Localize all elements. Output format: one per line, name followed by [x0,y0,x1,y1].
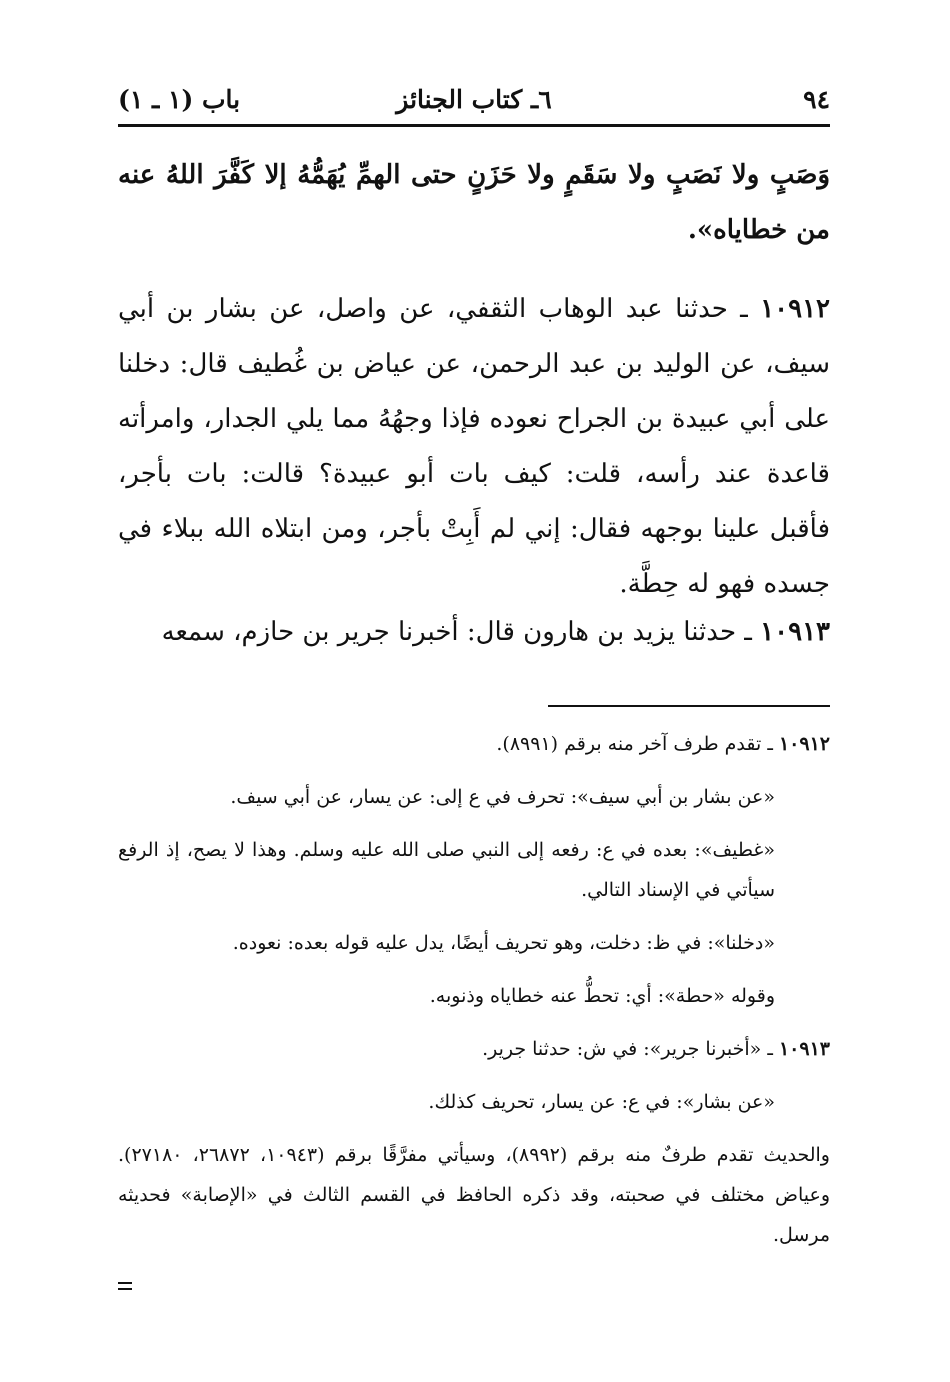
chapter-label: باب (١ ـ ١) [118,85,241,114]
footnote [118,1135,830,1255]
running-header [118,78,830,118]
page-number: ٩٤ [803,85,830,114]
hadith-10912 [118,282,830,612]
header-rule [118,124,830,127]
footnote [118,976,830,1016]
footnote [118,777,830,817]
hadith-text: ـ حدثنا يزيد بن هارون قال: أخبرنا جرير بن حازم، سمعه [161,617,752,647]
footnote-text: «غطيف»: بعده في ع: رفعه إلى النبي صلى الله عليه وسلم. وهذا لا يصح، إذ الرفع سيأتي في الإسناد التالي. [118,839,775,901]
footnote [118,724,830,764]
footnote [118,1029,830,1069]
footnote-text: وقوله «حطة»: أي: تحطُّ عنه خطاياه وذنوبه. [429,985,775,1007]
footnote-rule [548,705,830,707]
footnote-number: ١٠٩١٣ [778,1038,830,1060]
hadith-text: ـ حدثنا عبد الوهاب الثقفي، عن واصل، عن بشار بن أبي سيف، عن الوليد بن عبد الرحمن، عن عياض بن غُطيف قال: دخلنا على أبي عبيدة بن الجراح نعوده فإذا وجهُهُ مما يلي الجدار، وامرأته قاعدة عند رأسه، قلت: كيف بات أبو عبيدة؟ قالت: بات بأجر، فأقبل علينا بوجهه فقال: إني لم أَبِتْ بأجر، ومن ابتلاه الله ببلاء في جسده فهو له حِطَّة. [118,294,830,599]
footnote-text: «عن بشار»: في ع: عن يسار، تحريف كذلك. [428,1091,775,1113]
hadith-10913 [118,605,830,660]
footnote-number: ١٠٩١٢ [778,733,830,755]
book-title: ٦ـ كتاب الجنائز [396,85,552,114]
footnote-text: «دخلنا»: في ظ: دخلت، وهو تحريف أيضًا، يدل عليه قوله بعده: نعوده. [232,932,775,954]
footnotes [118,724,830,1268]
hadith-number: ١٠٩١٣ [760,617,830,647]
signature-mark [118,1282,132,1290]
footnote-text: «عن بشار بن أبي سيف»: تحرف في ع إلى: عن يسار، عن أبي سيف. [230,786,775,808]
footnote-text: والحديث تقدم طرفٌ منه برقم (٨٩٩٢)، وسيأتي مفرَّقًا برقم (١٠٩٤٣، ٢٦٨٧٢، ٢٧١٨٠). وعياض مختلف في صحبته، وقد ذكره الحافظ في القسم الثالث في «الإصابة» فحديثه مرسل. [118,1144,830,1246]
footnote [118,830,830,910]
footnote-text: ـ تقدم طرف آخر منه برقم (٨٩٩١). [496,733,773,755]
footnote [118,923,830,963]
hadith-number: ١٠٩١٢ [760,294,831,324]
intro-paragraph: وَصَبٍ ولا نَصَبٍ ولا سَقَمٍ ولا حَزَنٍ حتى الهمِّ يُهَمُّهُ إلا كَفَّرَ اللهُ عنه من خطاياه». [118,160,830,245]
footnote [118,1082,830,1122]
footnote-text: ـ «أخبرنا جرير»: في ش: حدثنا جرير. [482,1038,773,1060]
